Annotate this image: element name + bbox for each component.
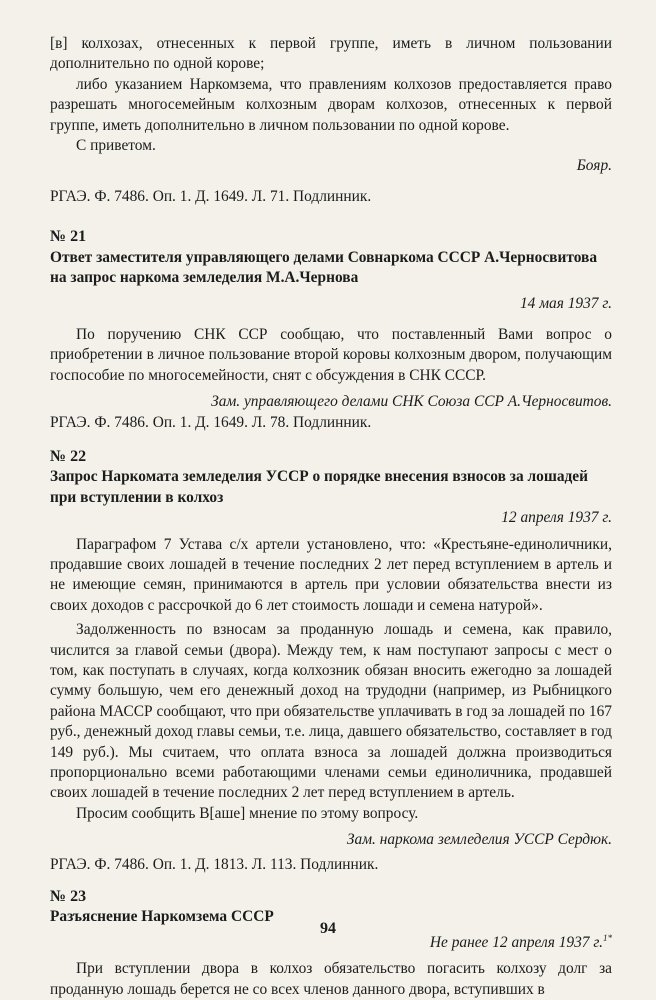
document-number: № 23 — [50, 888, 87, 906]
document-title: Разъяснение Наркомзема СССР — [50, 908, 274, 926]
archive-source: РГАЭ. Ф. 7486. Оп. 1. Д. 1649. Л. 71. Подлинник. — [50, 187, 372, 205]
paragraph: Просим сообщить В[аше] мнение по этому вопросу. — [76, 804, 419, 822]
archive-source: РГАЭ. Ф. 7486. Оп. 1. Д. 1813. Л. 113. Подлинник. — [50, 855, 379, 873]
document-number: № 21 — [50, 228, 87, 246]
date-text: Не ранее 12 апреля 1937 г. — [429, 933, 603, 951]
text-column — [50, 34, 612, 1000]
paragraph: Параграфом 7 Устава с/х артели установлено, что: «Крестьяне-единоличники, продавшие своих лошадей в течение последних 2 лет перед вступлением в артель и не имеющие семян, принимаются в артель при условии обязательства внести из своих доходов с рассрочкой до 6 лет стоимость лошади и семена натурой». — [50, 535, 612, 614]
signature: Зам. управляющего делами СНК Союза ССР А.Черносвитов. — [211, 393, 612, 411]
paragraph: При вступлении двора в колхоз обязательство погасить колхозу долг за проданную лошадь берется не со всех членов данного двора, вступивших в — [50, 960, 612, 998]
paragraph: [в] колхозах, отнесенных к первой группе, иметь в личном пользовании дополнительно по одной корове; — [50, 35, 612, 73]
document-title: Ответ заместителя управляющего делами Совнаркома СССР А.Черносвитова на запрос наркома земледелия М.А.Чернова — [50, 248, 598, 287]
paragraph: либо указанием Наркомзема, что правлениям колхозов предоставляется право разрешать многосемейным колхозным дворам колхозов, отнесенных к первой группе, иметь дополнительно в личном пользовании по одной корове. — [50, 75, 612, 134]
document-date: 12 апреля 1937 г. — [501, 509, 612, 527]
document-title: Запрос Наркомата земледелия УССР о порядке внесения взносов за лошадей при вступлении в колхоз — [50, 468, 588, 506]
signature: Зам. наркома земледелия УССР Сердюк. — [346, 831, 612, 849]
paragraph: По поручению СНК ССР сообщаю, что поставленный Вами вопрос о приобретении в личное пользование второй коровы колхозным двором, получающим госпособие по многосемейности, снят с обсуждения в СНК СССР. — [50, 325, 612, 384]
footnote-mark: 1* — [603, 932, 612, 943]
document-date: 14 мая 1937 г. — [519, 295, 612, 313]
greeting: С приветом. — [76, 137, 156, 155]
paragraph: Задолженность по взносам за проданную лошадь и семена, как правило, числится за главой семьи (двора). Между тем, к нам поступают запросы с мест о том, как поступать в случаях, когда колхозник обязан вносить ежегодно за лошадей сумму большую, чем его денежный доход на трудодни (например, из Рыбницкого района МАССР сообщают, что при обязательстве уплачивать в год за лошадей по 167 руб., денежный доход главы семьи, т.е. лица, давшего обязательство, составляет в год 149 руб.). Мы считаем, что оплата взноса за лошадей должна производиться пропорционально всеми работающими членами семьи единоличника, продавшей своих лошадей в течение последних 2 лет перед вступлением в артель. — [50, 621, 612, 802]
document-number: № 22 — [50, 447, 87, 465]
archive-source: РГАЭ. Ф. 7486. Оп. 1. Д. 1649. Л. 78. Подлинник. — [50, 413, 372, 431]
page-number: 94 — [320, 920, 336, 937]
signature: Бояр. — [576, 157, 612, 175]
